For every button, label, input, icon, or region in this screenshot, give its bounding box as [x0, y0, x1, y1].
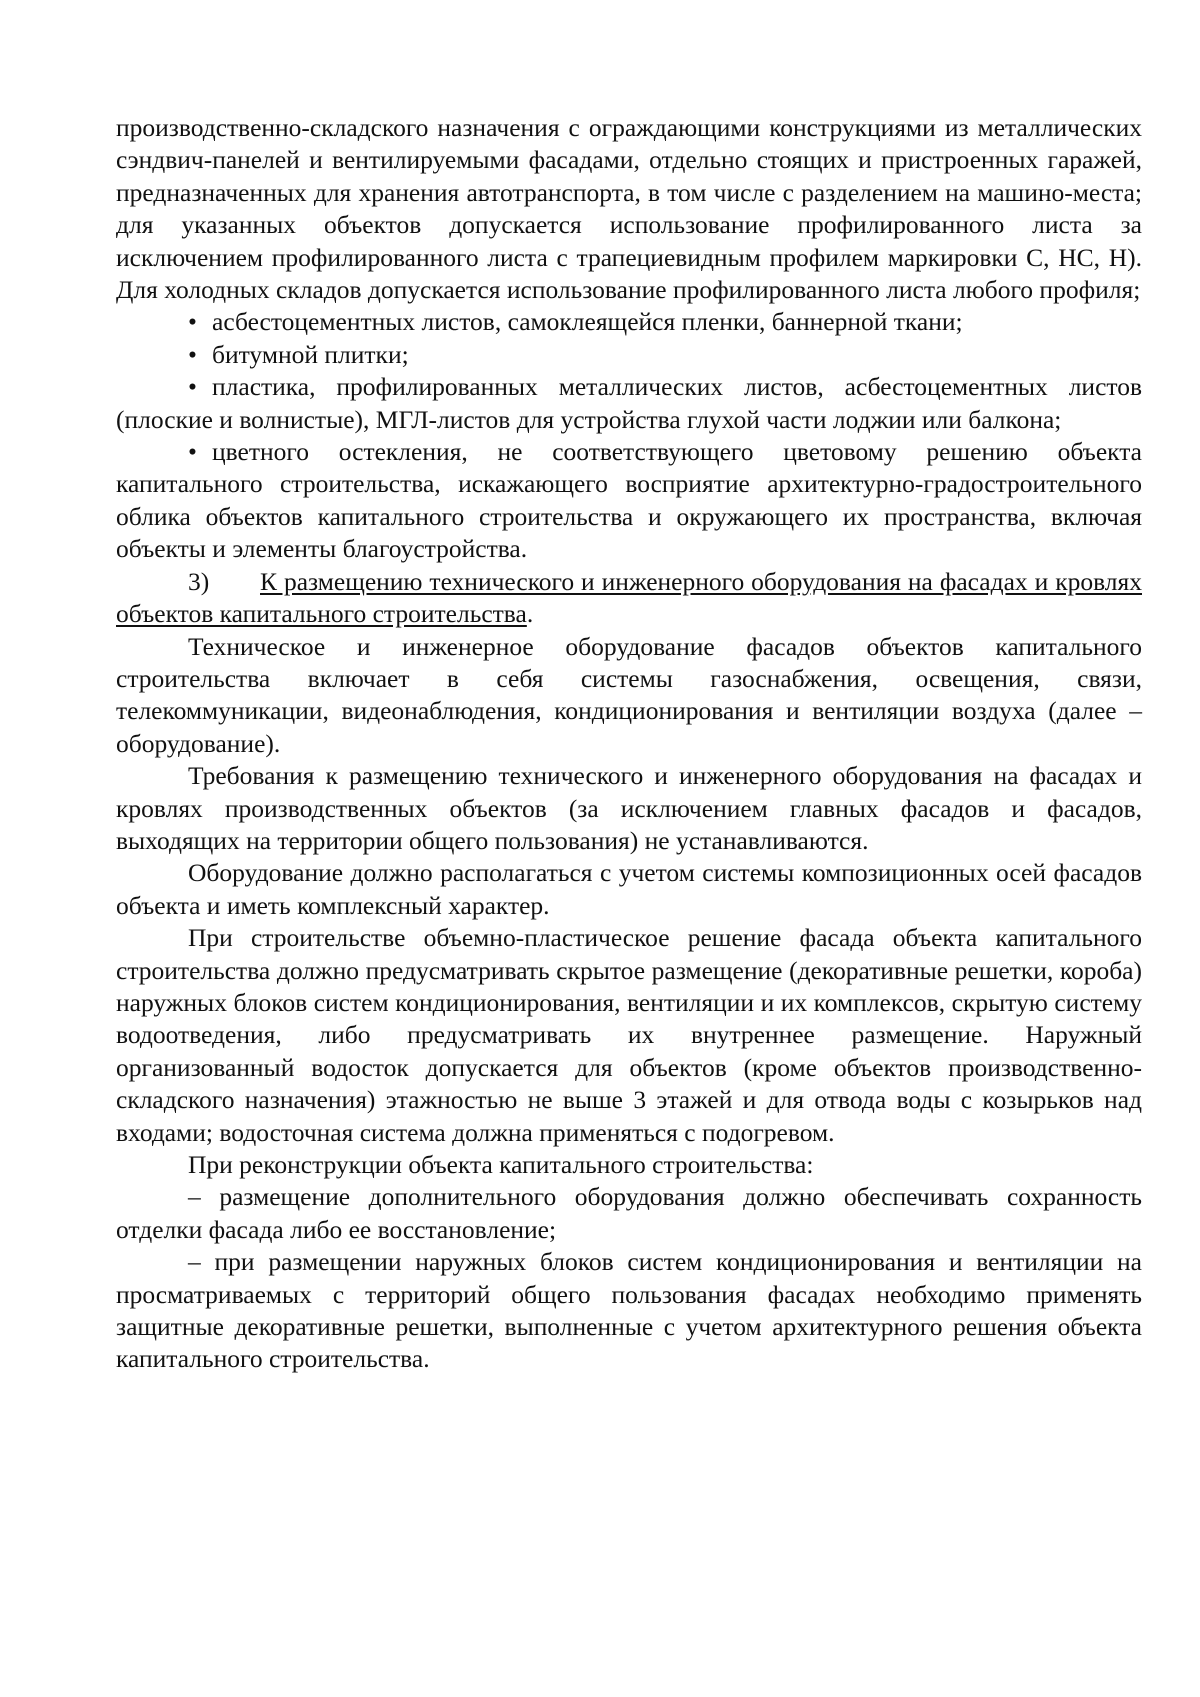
heading-period: . [526, 599, 534, 629]
paragraph-equipment-definition: Техническое и инженерное оборудование фасадов объектов капитального строительства включает в себя системы газоснабжения, освещения, связи, телекоммуникации, видеонаблюдения, кондиционирования и вентиляции воздуха (далее – оборудование). [116, 631, 1142, 758]
dash-item-finish-preservation [116, 1181, 1142, 1246]
paragraph-industrial-requirements: Требования к размещению технического и инженерного оборудования на фасадах и кровлях производственных объектов (за исключением главных фасадов и фасадов, выходящих на территории общего пользования) не устанавливаются. [116, 761, 1142, 855]
bullet-item-plastic [116, 371, 1142, 436]
document-page [116, 112, 1142, 1376]
dash-text: при размещении наружных блоков систем кондиционирования и вентиляции на просматриваемых с территорий общего пользования фасадах необходимо применять защитные декоративные решетки, выполненные с учетом архитектурного решения объекта капитального строительства. [116, 1247, 1143, 1374]
bullet-icon: • [188, 437, 197, 467]
bullet-icon: • [188, 307, 197, 337]
bullet-text: асбестоцементных листов, самоклеящейся пленки, баннерной ткани; [212, 307, 963, 337]
paragraph-continuation: производственно-складского назначения с ограждающими конструкциями из металлических сэндвич-панелей и вентилируемыми фасадами, отдельно стоящих и пристроенных гаражей, предназначенных для хранения автотранспорта, в том числе с разделением на машино-места; для указанных объектов допускается использование профилированного листа за исключением профилированного листа с трапециевидным профилем маркировки С, НС, Н). Для холодных складов допускается использование профилированного листа любого профиля; [116, 113, 1142, 305]
bullet-text: битумной плитки; [212, 339, 409, 369]
bullet-icon: • [188, 372, 197, 402]
dash-item-decorative-grilles [116, 1246, 1142, 1376]
bullet-item-asbestos [116, 306, 1142, 338]
dash-text: размещение дополнительного оборудования должно обеспечивать сохранность отделки фасада либо ее восстановление; [116, 1182, 1143, 1244]
bullet-text: пластика, профилированных металлических листов, асбестоцементных листов (плоские и волнистые), МГЛ-листов для устройства глухой части лоджии или балкона; [116, 372, 1142, 434]
section-heading: К размещению технического и инженерного оборудования на фасадах и кровлях объектов капитального строительства [116, 566, 1142, 629]
item-number: 3) [188, 566, 210, 596]
bullet-icon: • [188, 339, 197, 369]
numbered-heading-3 [116, 566, 1142, 631]
dash-icon: – [188, 1247, 201, 1277]
dash-icon: – [188, 1182, 201, 1212]
bullet-item-glazing [116, 436, 1142, 566]
paragraph-construction: При строительстве объемно-пластическое решение фасада объекта капитального строительства должно предусматривать скрытое размещение (декоративные решетки, короба) наружных блоков систем кондиционирования, вентиляции и их комплексов, скрытую систему водоотведения, либо предусматривать их внутреннее размещение. Наружный организованный водосток допускается для объектов (кроме объектов производственно-складского назначения) этажностью не выше 3 этажей и для отвода воды с козырьков над входами; водосточная система должна применяться с подогревом. [116, 923, 1142, 1147]
bullet-item-bitumen [116, 339, 1142, 371]
bullet-text: цветного остекления, не соответствующего цветовому решению объекта капитального строительства, искажающего восприятие архитектурно-градостроительного облика объектов капитального строительства и окружающего их пространства, включая объекты и элементы благоустройства. [116, 437, 1142, 564]
paragraph-composition-axes: Оборудование должно располагаться с учетом системы композиционных осей фасадов объекта и иметь комплексный характер. [116, 858, 1142, 920]
paragraph-reconstruction: При реконструкции объекта капитального строительства: [188, 1150, 814, 1179]
